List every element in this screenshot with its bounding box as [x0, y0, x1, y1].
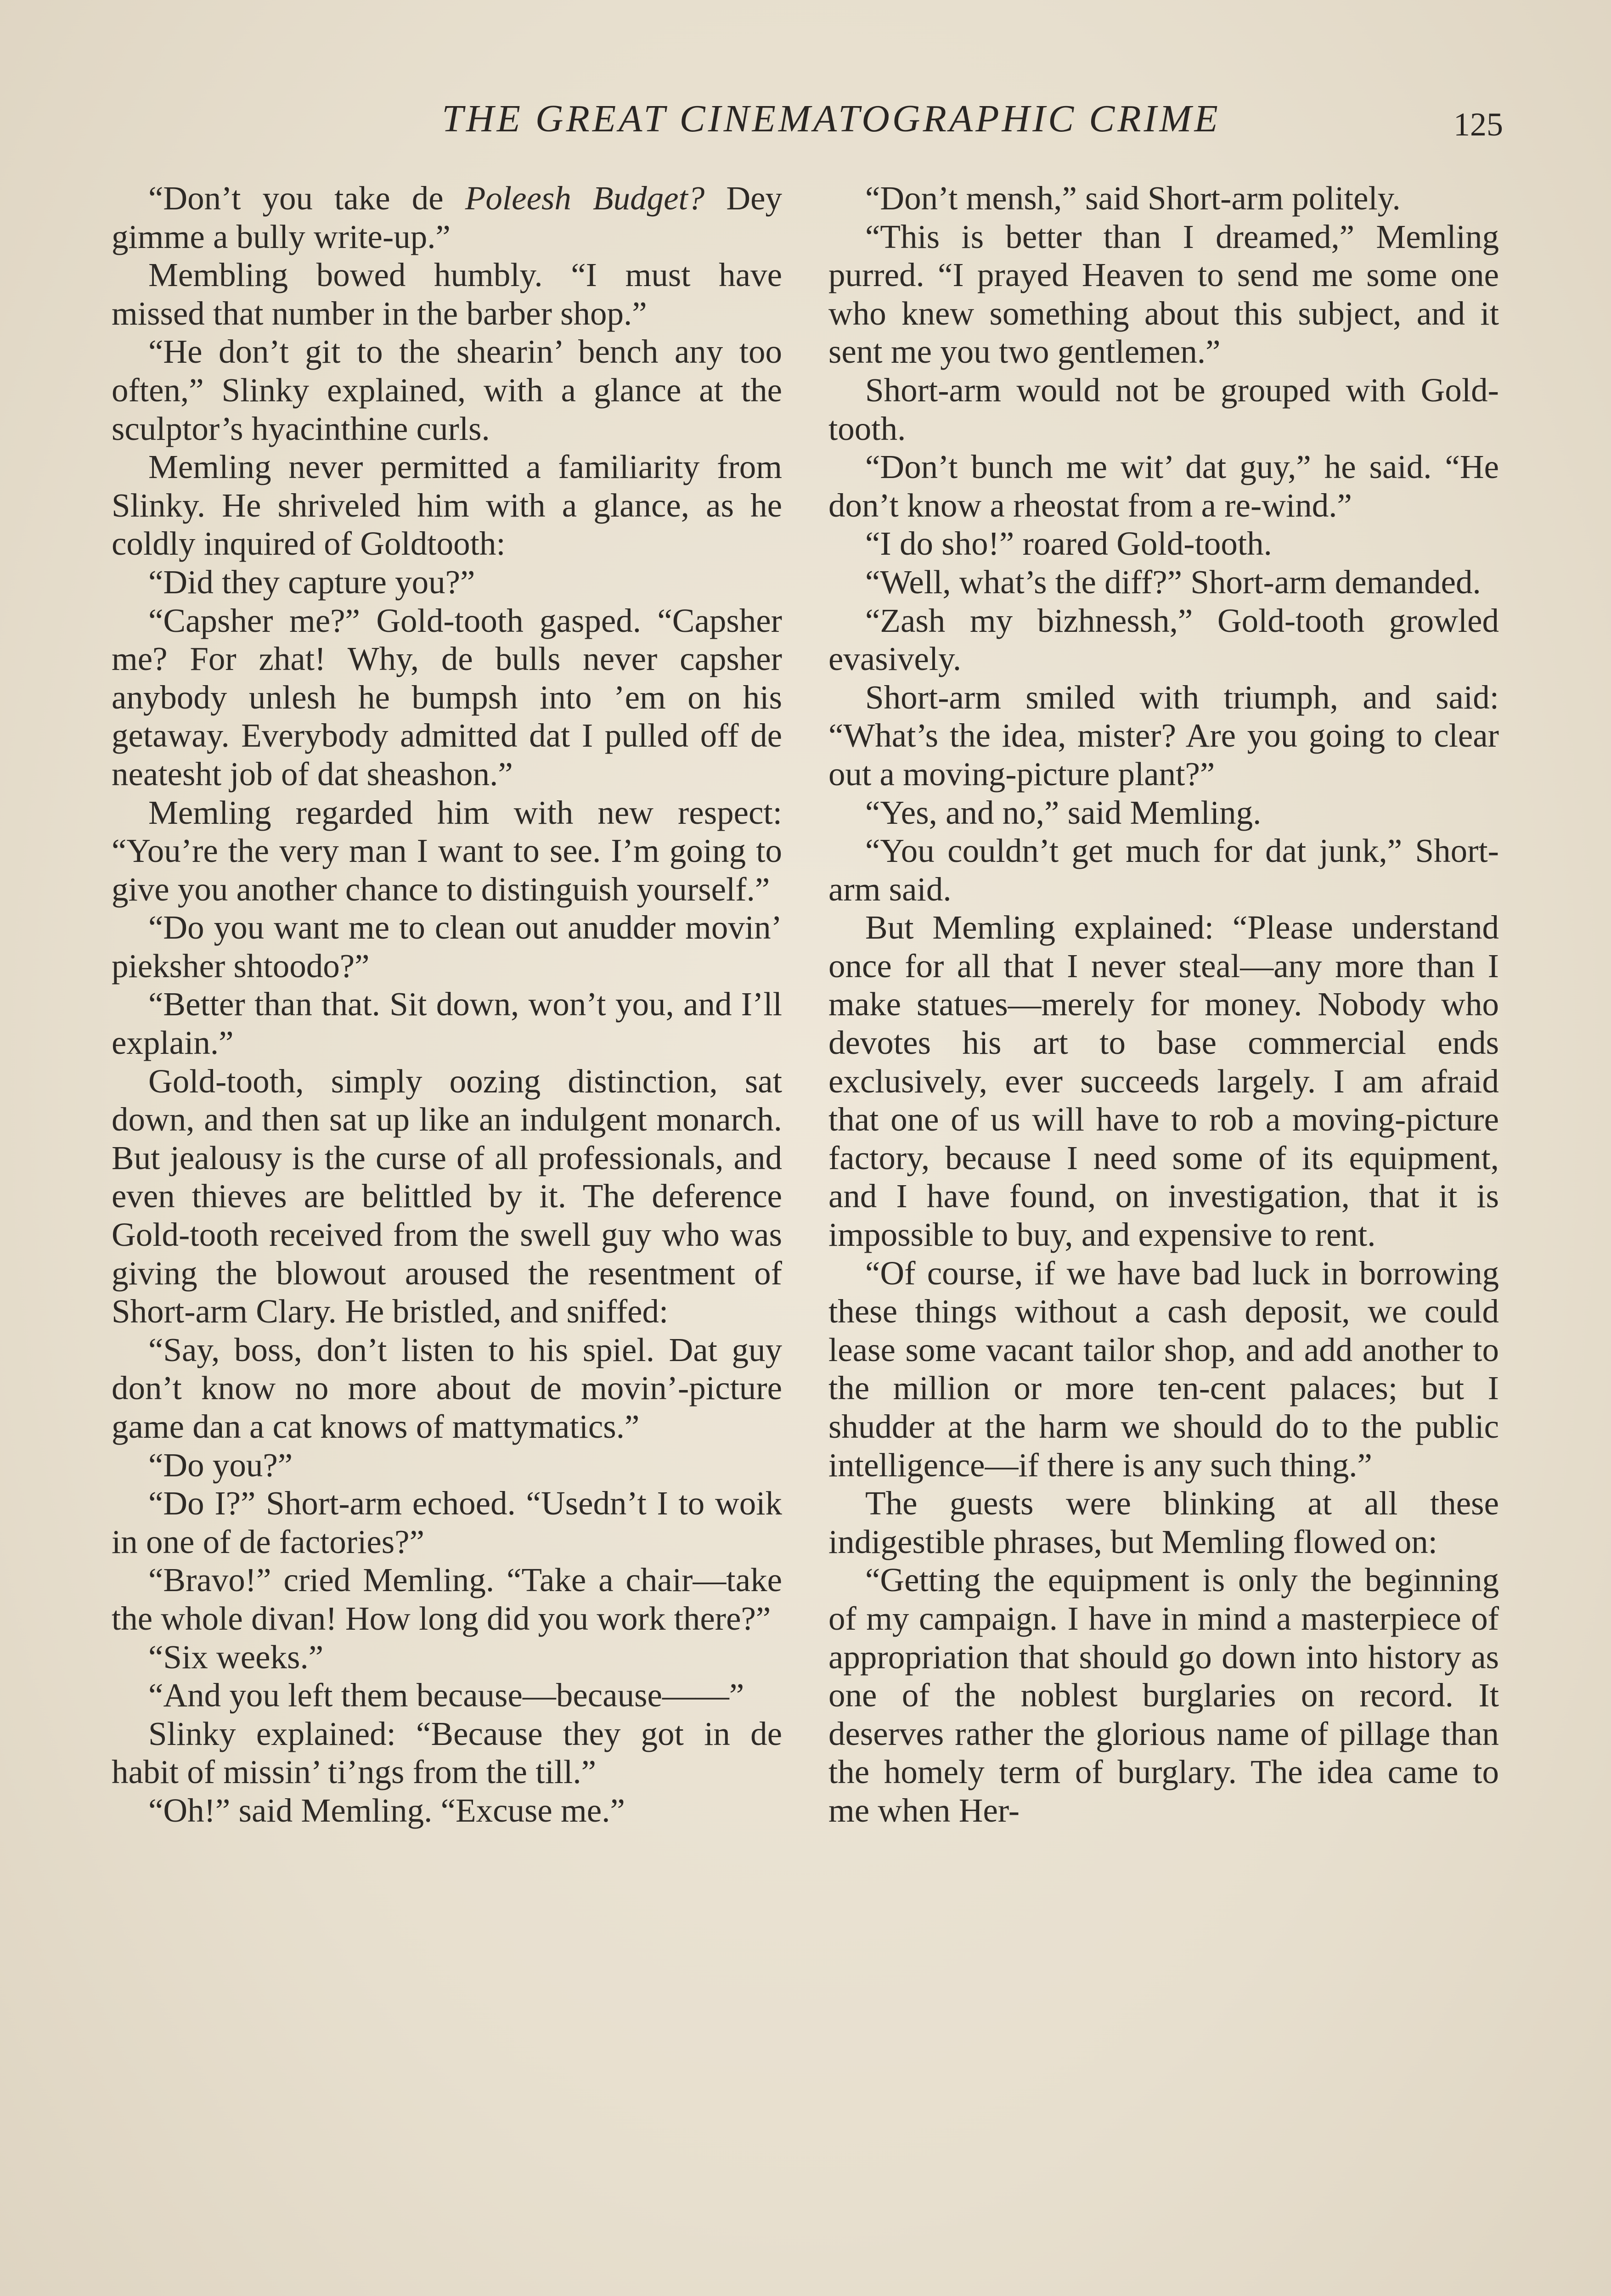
left-column — [112, 179, 782, 1830]
text-run: “Don’t you take de — [148, 180, 465, 217]
italic-title: Poleesh Budget? — [465, 180, 705, 217]
running-title: THE GREAT CINEMATOGRAPHIC CRIME — [442, 97, 1221, 140]
paragraph: “Bravo!” cried Memling. “Take a chair—take the whole divan! How long did you work there?” — [112, 1561, 782, 1637]
paragraph: “And you left them because—because——” — [148, 1677, 744, 1714]
paragraph — [112, 179, 782, 256]
paragraph: Memling regarded him with new respect: “You’re the very man I want to see. I’m going to give you another chance to distinguish yourself.” — [112, 793, 782, 908]
paragraph: “You couldn’t get much for dat junk,” Short-arm said. — [828, 832, 1499, 908]
paragraph: “Do I?” Short-arm echoed. “Usedn’t I to woik in one of de factories?” — [112, 1485, 782, 1560]
paragraph: Membling bowed humbly. “I must have missed that number in the barber shop.” — [112, 256, 782, 332]
paragraph: “Don’t mensh,” said Short-arm politely. — [865, 180, 1401, 217]
paragraph: “Do you?” — [148, 1446, 293, 1484]
paragraph: Gold-tooth, simply oozing distinction, sat down, and then sat up like an indulgent monarch. But jealousy is the curse of all professionals, and even thieves are belittled by it. The deference Gold-tooth received from the swell guy who was giving the blowout aroused the resentment of Short-arm Clary. He bristled, and sniffed: — [112, 1062, 782, 1330]
paragraph: “Oh!” said Memling. “Excuse me.” — [148, 1791, 625, 1829]
paragraph: “Do you want me to clean out anudder movin’ pieksher shtoodo?” — [112, 909, 782, 985]
paragraph: “Say, boss, don’t listen to his spiel. Dat guy don’t know no more about de movin’-picture game dan a cat knows of mattymatics.” — [112, 1331, 782, 1445]
paragraph: “Of course, if we have bad luck in borrowing these things without a cash deposit, we could lease some vacant tailor shop, and add another to the million or more ten-cent palaces; but I shudder at the harm we should do to the public intelligence—if there is any such thing.” — [828, 1254, 1499, 1484]
text-run: Dey gimme a bully write-up.” — [112, 180, 782, 255]
paragraph: “Capsher me?” Gold-tooth gasped. “Capsher me? For zhat! Why, de bulls never capsher anybody unlesh he bumpsh into ’em on his getaway. Everybody admitted dat I pulled off de neatesht job of dat sheashon.” — [112, 602, 782, 793]
paragraph: “Yes, and no,” said Memling. — [865, 793, 1262, 831]
paragraph: But Memling explained: “Please understand once for all that I never steal—any more than I make statues—merely for money. Nobody who devotes his art to base commercial ends exclusively, ever succeeds largely. I am afraid that one of us will have to rob a moving-picture factory, because I need some of its equipment, and I have found, on investigation, that it is impossible to buy, and expensive to rent. — [828, 909, 1499, 1254]
paragraph: “This is better than I dreamed,” Memling purred. “I prayed Heaven to send me some one who knew something about this subject, and it sent me you two gentlemen.” — [828, 218, 1499, 371]
paragraph: “I do sho!” roared Gold-tooth. — [865, 525, 1272, 563]
paragraph: Memling never permitted a familiarity from Slinky. He shriveled him with a glance, as he coldly inquired of Goldtooth: — [112, 448, 782, 563]
paragraph: Slinky explained: “Because they got in de habit of missin’ ti’ngs from the till.” — [112, 1715, 782, 1791]
paragraph: “Six weeks.” — [148, 1638, 324, 1676]
paragraph: The guests were blinking at all these indigestible phrases, but Memling flowed on: — [828, 1485, 1499, 1560]
page-number: 125 — [1453, 106, 1503, 143]
paragraph: “Don’t bunch me wit’ dat guy,” he said. “He don’t know a rheostat from a re-wind.” — [828, 448, 1499, 524]
paragraph: “Did they capture you?” — [148, 563, 475, 601]
paragraph: Short-arm would not be grouped with Gold-tooth. — [828, 371, 1499, 447]
paragraph: “Zash my bizhnessh,” Gold-tooth growled evasively. — [828, 602, 1499, 678]
paragraph: “He don’t git to the shearin’ bench any too often,” Slinky explained, with a glance at the sculptor’s hyacinthine curls. — [112, 333, 782, 447]
paragraph: Short-arm smiled with triumph, and said: “What’s the idea, mister? Are you going to clear out a moving-picture plant?” — [828, 678, 1499, 793]
paragraph: “Better than that. Sit down, won’t you, and I’ll explain.” — [112, 985, 782, 1062]
right-column — [828, 179, 1499, 1830]
paragraph: “Well, what’s the diff?” Short-arm demanded. — [865, 563, 1481, 601]
paragraph: “Getting the equipment is only the beginning of my campaign. I have in mind a masterpiece of appropriation that should go down into history as one of the noblest burglaries on record. It deserves rather the glorious name of pillage than the homely term of burglary. The idea came to me when Her- — [828, 1561, 1499, 1829]
